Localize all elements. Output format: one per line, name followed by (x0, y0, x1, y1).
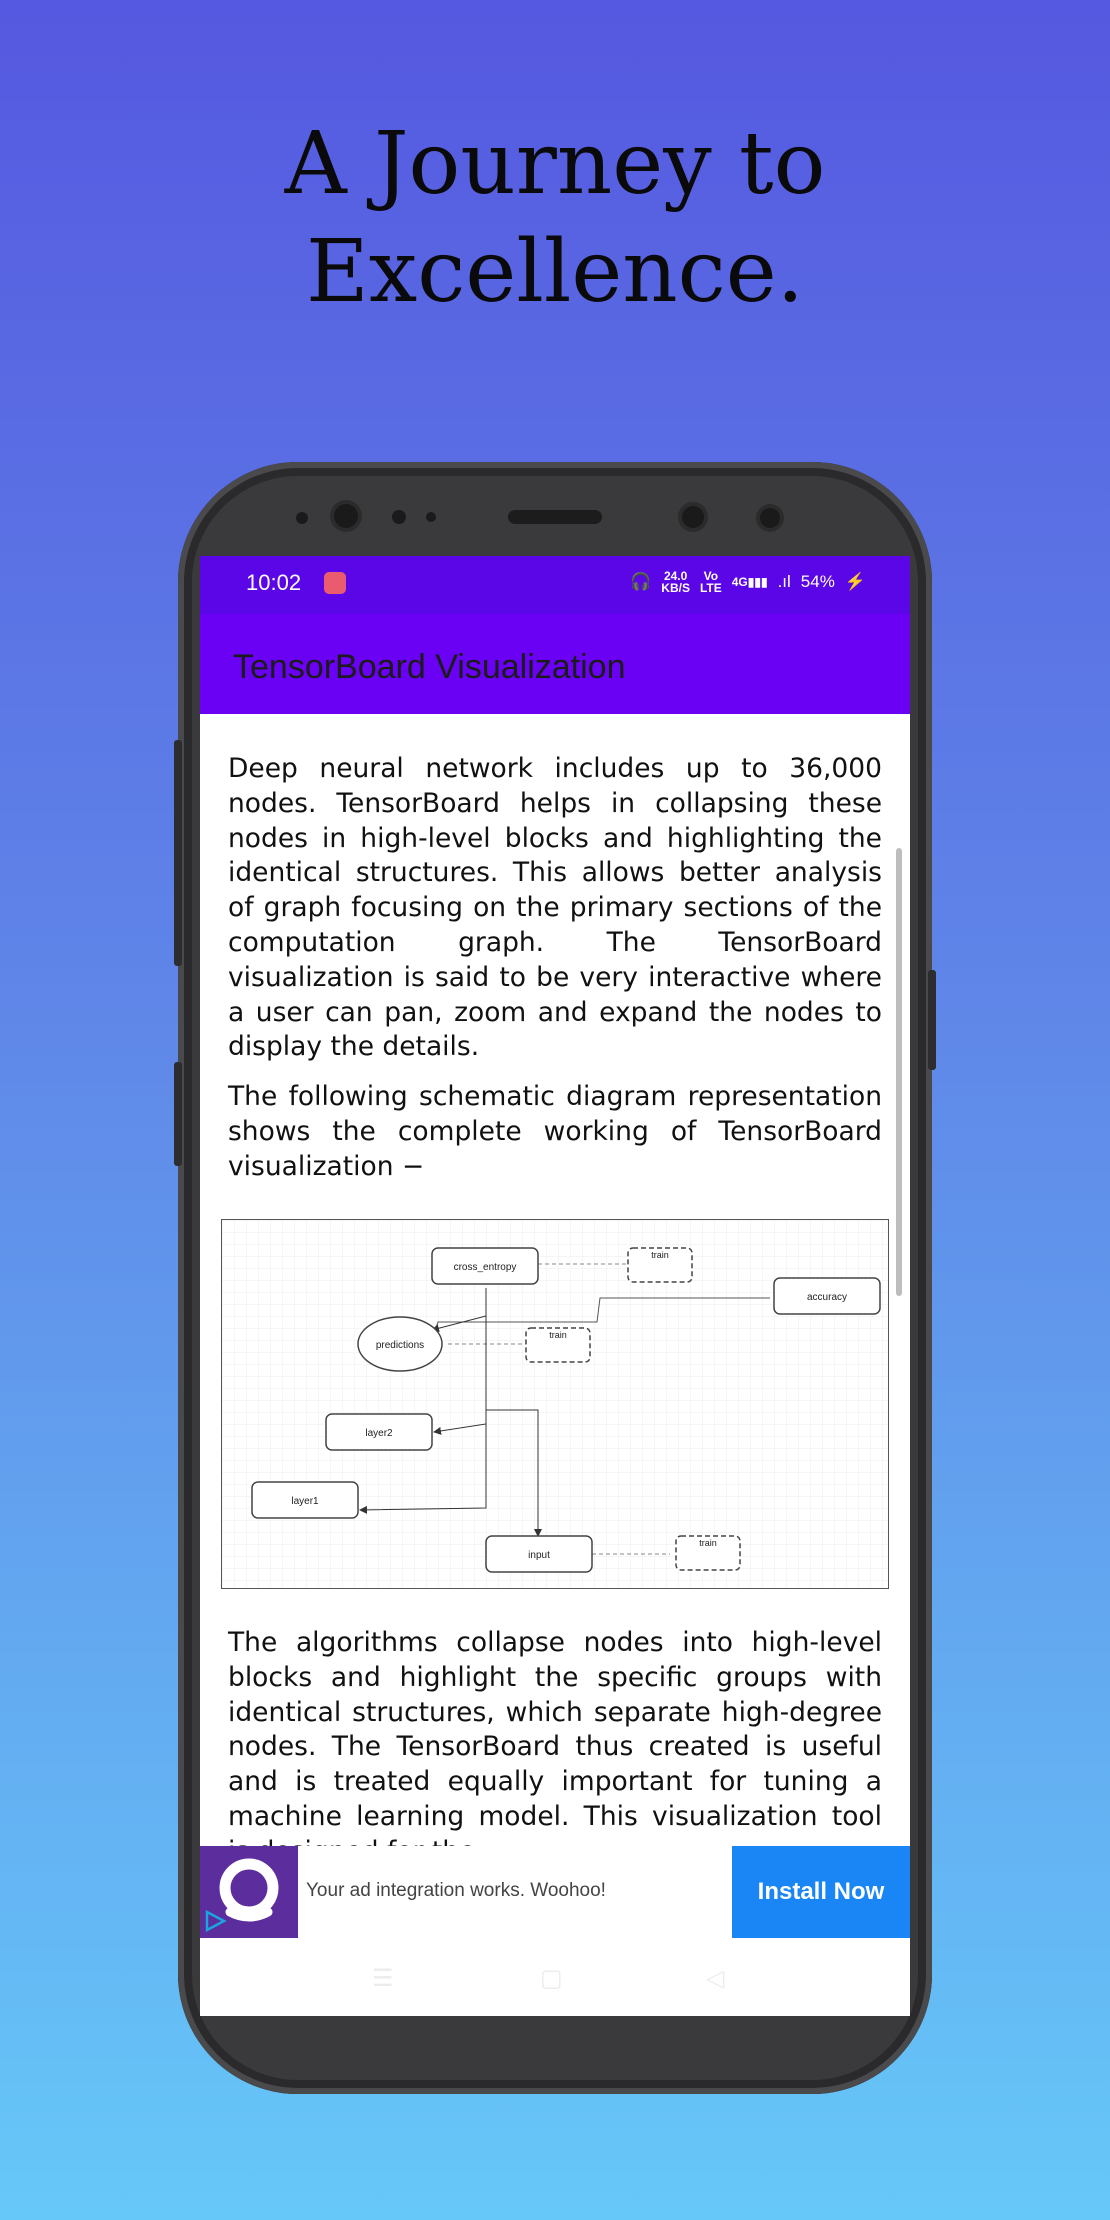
scrollbar[interactable] (896, 848, 902, 1296)
status-bar (200, 556, 910, 614)
sensor-dot (426, 512, 436, 522)
phone-screen (200, 556, 910, 2016)
volte-badge (700, 570, 722, 594)
network-speed (661, 570, 690, 594)
notification-app-icon (324, 572, 346, 594)
promo-headline (0, 110, 1110, 326)
charging-icon: ⚡ (844, 572, 866, 591)
article-paragraph-3-wrap (228, 1626, 882, 1832)
article-paragraph-3: The algorithms collapse nodes into high-level blocks and highlight the specific groups with identical structures, which separate high-degree nodes. The TensorBoard thus created is useful and is treated equally important for tuning a machine learning model. This visualization tool (228, 1627, 882, 1832)
article-paragraph-1: Deep neural network includes up to 36,000 nodes. TensorBoard helps in collapsing these nodes in high-level blocks and highlighting the identical structures. This allows better analysis of graph focusing on the primary sections of the computation graph. The TensorBoard visualization is said to be very interactive where a user can pan, zoom and expand the nodes to display the details. (228, 753, 882, 1063)
light-sensor (392, 510, 406, 524)
volume-button (174, 740, 182, 966)
ad-banner[interactable] (200, 1846, 910, 1938)
headline-line-1: A Journey to (284, 114, 826, 214)
diagram-label-predictions: predictions (375, 1340, 425, 1351)
battery-percent: 54% (800, 572, 835, 591)
article-paragraph-2: The following schematic diagram representation shows the complete working of TensorBoard visualization − (228, 1081, 882, 1182)
headline-line-2: Excellence. (305, 222, 805, 322)
diagram-label-cross-entropy: cross_entropy (453, 1262, 517, 1273)
diagram-label-train-top: train (651, 1250, 669, 1260)
signal-bars-icon: .ıl (777, 572, 791, 591)
secondary-camera-icon (682, 506, 704, 528)
install-now-button[interactable]: Install Now (732, 1846, 910, 1938)
diagram-label-accuracy: accuracy (806, 1292, 848, 1303)
status-icons (630, 570, 866, 594)
navigation-bar (200, 1938, 910, 2016)
tertiary-camera-icon (760, 508, 780, 528)
earpiece-speaker (508, 510, 602, 524)
diagram-label-train-mid: train (549, 1330, 567, 1340)
ad-text: Your ad integration works. Woohoo! (306, 1880, 606, 1901)
proximity-sensor (296, 512, 308, 524)
back-icon[interactable]: ◁ (706, 1964, 725, 1992)
network-speed-value: 24.0 (663, 569, 688, 583)
diagram-label-layer2: layer2 (365, 1428, 393, 1439)
network-type: 4G (731, 575, 748, 589)
side-button (174, 1062, 182, 1166)
volte-label-bottom: LTE (699, 581, 722, 595)
power-button (928, 970, 936, 1070)
status-time: 10:02 (246, 570, 302, 595)
article-body (228, 752, 882, 1200)
diagram-label-layer1: layer1 (291, 1496, 319, 1507)
ad-choices-icon[interactable] (204, 1910, 226, 1932)
diagram-label-train-bottom: train (699, 1538, 717, 1548)
volte-label-top: Vo (703, 569, 719, 583)
recents-icon[interactable]: ☰ (372, 1964, 394, 1992)
signal-4g-icon: 4G▮▮▮ (731, 575, 768, 589)
app-title: TensorBoard Visualization (233, 648, 626, 686)
diagram-label-input: input (528, 1550, 550, 1561)
front-camera-icon (334, 504, 358, 528)
network-speed-unit: KB/S (661, 581, 690, 595)
headphones-icon: 🎧 (630, 572, 652, 591)
tensorboard-diagram-image (221, 1219, 889, 1589)
home-icon[interactable]: ▢ (540, 1964, 563, 1992)
app-bar (200, 614, 910, 714)
